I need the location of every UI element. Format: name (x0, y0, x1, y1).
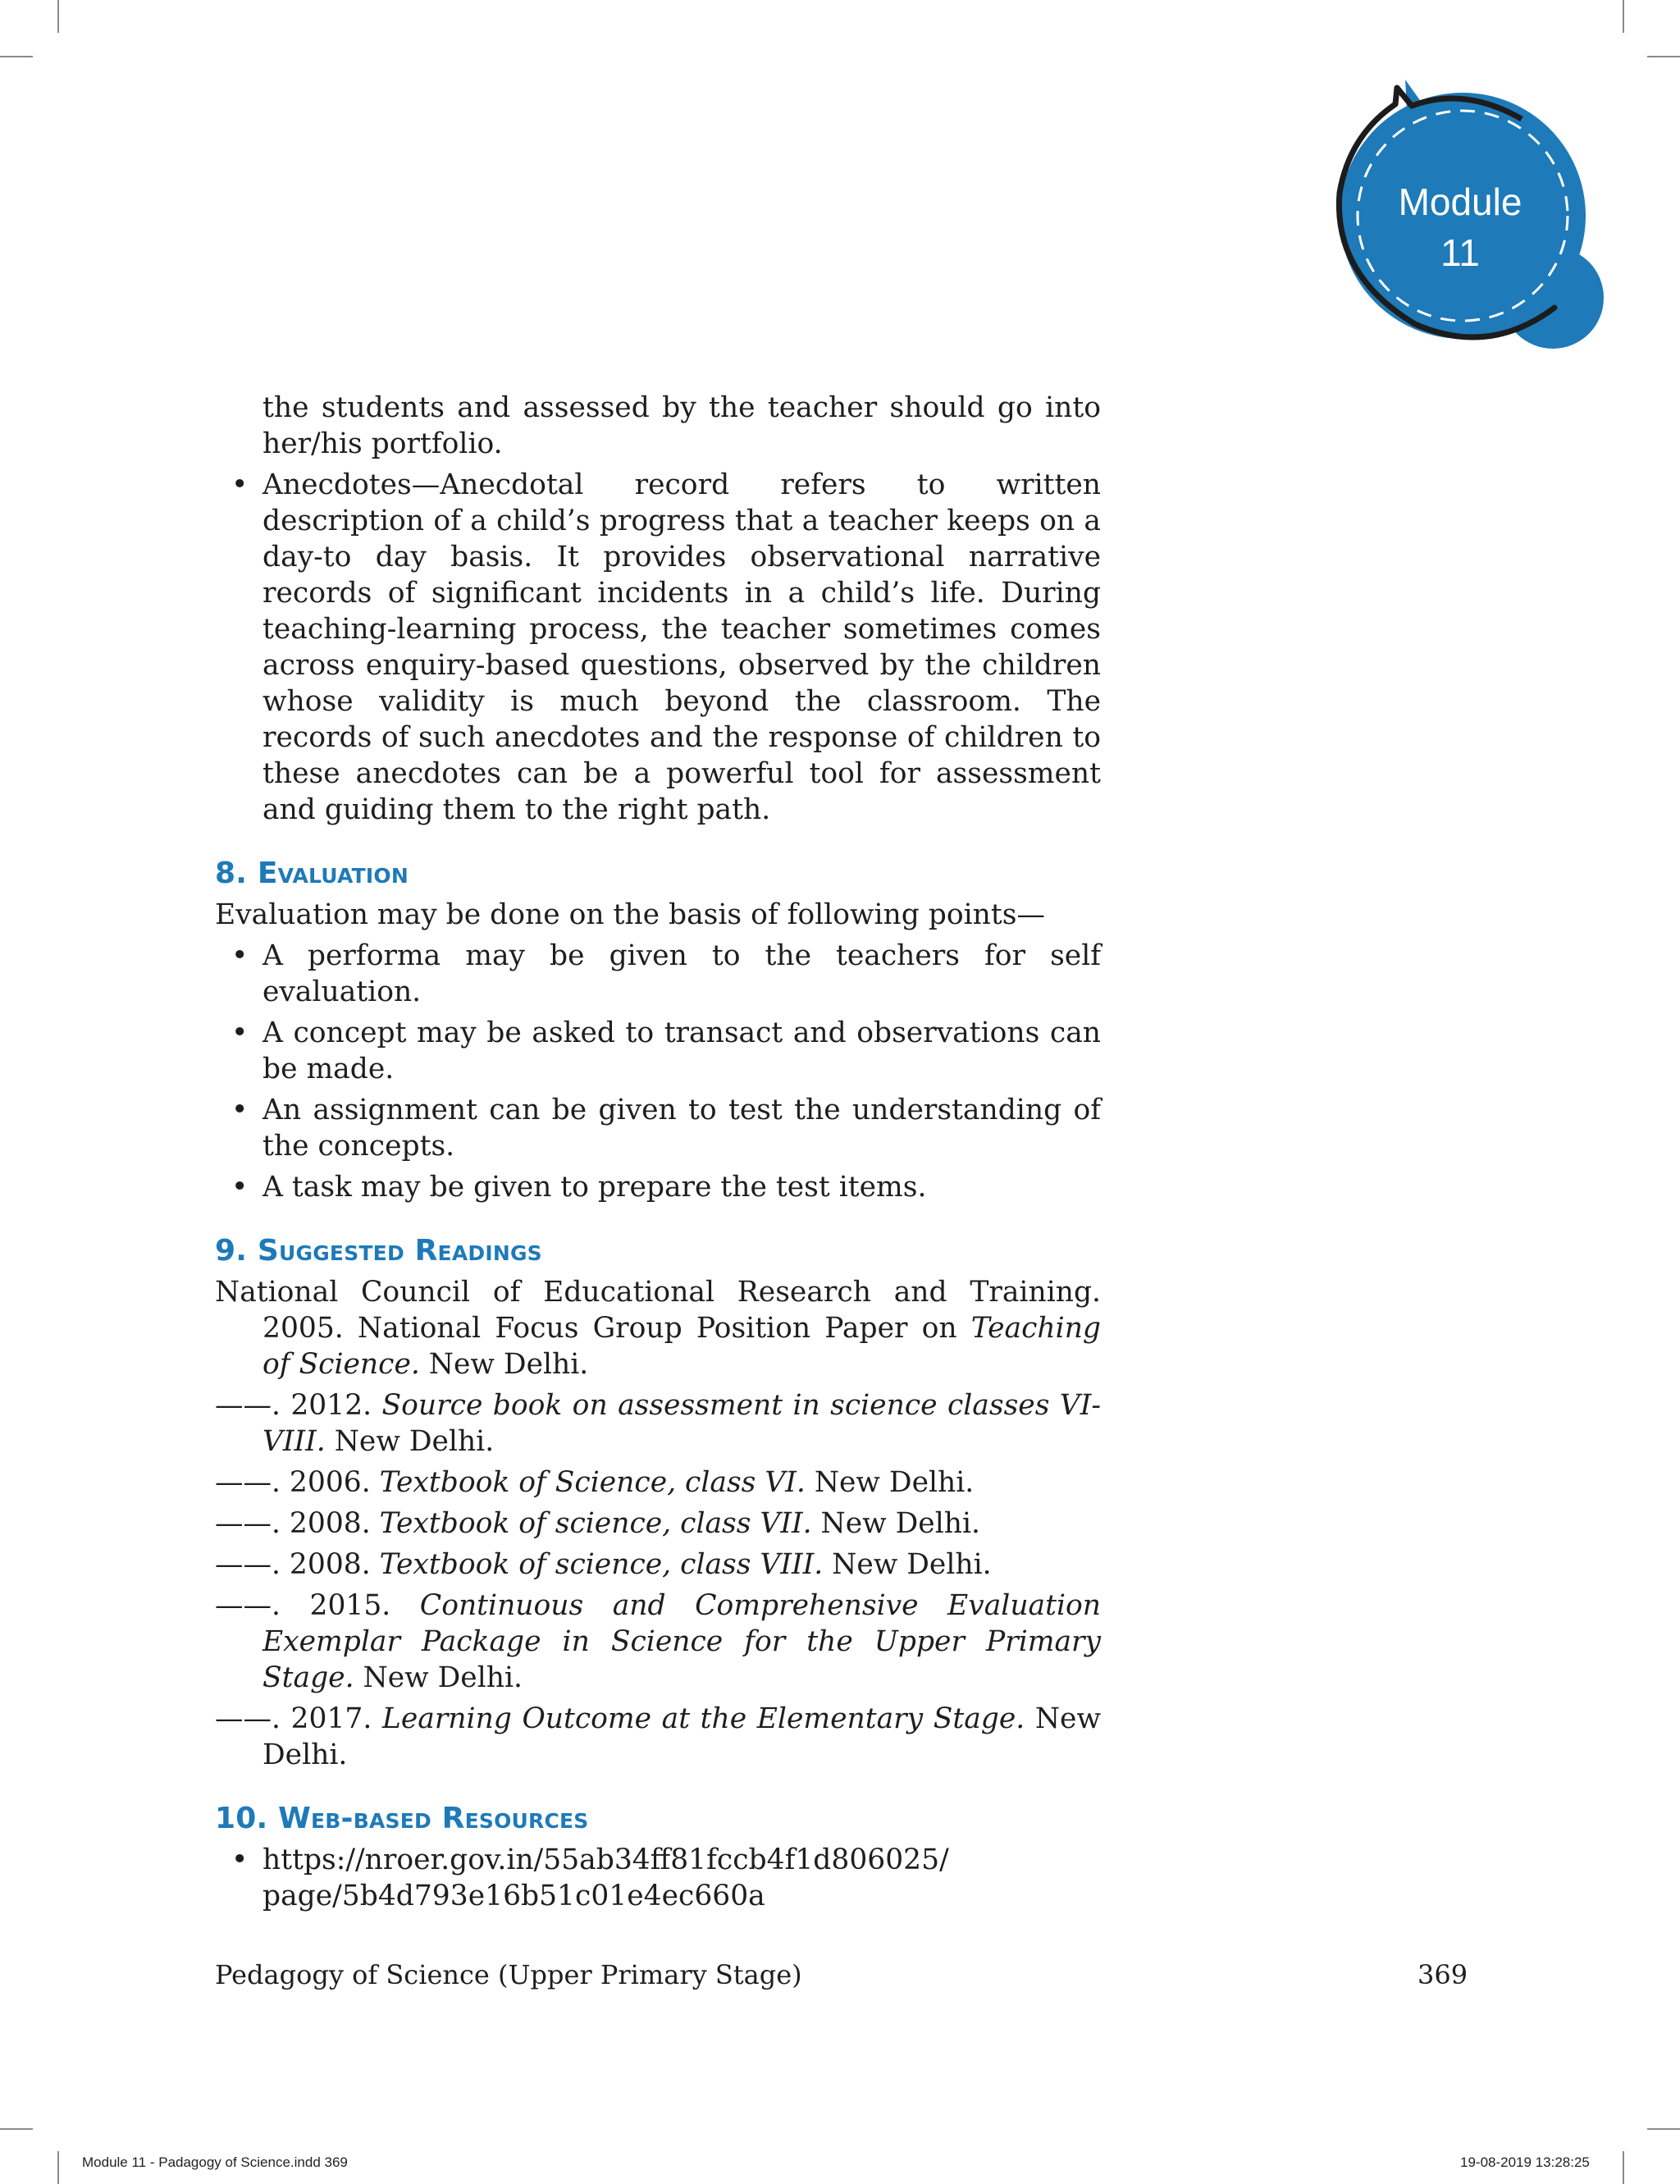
module-badge-label (1341, 176, 1579, 278)
web-resource-link[interactable]: • https://nroer.gov.in/55ab34ff81fccb4f1d806025/ page/5b4d793e16b51c01e4ec660a (215, 1842, 1101, 1914)
reading-list (215, 1274, 1101, 1773)
crop-mark (0, 56, 33, 57)
footer-book-title: Pedagogy of Science (Upper Primary Stage) (215, 1959, 802, 1990)
reading-item: ——. 2006. Textbook of Science, class VI. New Delhi. (215, 1466, 975, 1499)
crop-mark (57, 0, 59, 33)
print-slug-file: Module 11 - Padagogy of Science.indd 369 (82, 2154, 348, 2170)
intro-list (215, 467, 1101, 828)
print-slug-date: 19-08-2019 13:28:25 (1460, 2154, 1590, 2170)
evaluation-lead: Evaluation may be done on the basis of following points— (215, 898, 1045, 931)
heading-evaluation: 8. Evaluation (215, 857, 409, 890)
crop-mark (1647, 56, 1680, 57)
list-item: • An assignment can be given to test the understanding of the concepts. (215, 1092, 1101, 1164)
list-item: • A task may be given to prepare the test items. (215, 1169, 1101, 1205)
reading-item: ——. 2008. Textbook of science, class VII. New Delhi. (215, 1507, 980, 1540)
crop-mark (1623, 0, 1624, 33)
reading-item: ——. 2015. Continuous and Comprehensive Evaluation Exemplar Package in Science for the Upper Primary Stage. New Delhi. (215, 1589, 1101, 1694)
evaluation-points (215, 938, 1101, 1205)
crop-mark (0, 2128, 33, 2130)
list-item-anecdotes: • Anecdotes—Anecdotal record refers to written description of a child’s progress that a teacher keeps on a day-to day basis. It provides observational narrative records of significant incidents in a child’s life. During teaching-learning process, the teacher sometimes comes across enquiry-based questions, observed by the children whose validity is much beyond the classroom. The records of such anecdotes and the response of children to these anecdotes can be a powerful tool for assessment and guiding them to the right path. (215, 467, 1101, 828)
continued-paragraph: the students and assessed by the teacher should go into her/his portfolio. (262, 391, 1101, 460)
reading-item: National Council of Educational Research and Training. 2005. National Focus Group Position Paper on Teaching of Science. New Delhi. (215, 1276, 1101, 1381)
reading-item: ——. 2008. Textbook of science, class VIII. New Delhi. (215, 1548, 992, 1581)
crop-mark (57, 2151, 59, 2184)
heading-web-resources: 10. Web-based Resources (215, 1802, 589, 1835)
list-item: • A performa may be given to the teachers for self evaluation. (215, 938, 1101, 1010)
crop-mark (1623, 2151, 1624, 2184)
crop-mark (1647, 2128, 1680, 2130)
reading-item: ——. 2017. Learning Outcome at the Elementary Stage. New Delhi. (215, 1702, 1102, 1771)
list-item: • A concept may be asked to transact and observations can be made. (215, 1015, 1101, 1087)
reading-item: ——. 2012. Source book on assessment in science classes VI-VIII. New Delhi. (215, 1389, 1101, 1458)
web-resource-list (215, 1842, 1101, 1914)
page-number: 369 (1418, 1959, 1468, 1990)
module-word: Module (1398, 180, 1522, 223)
page-body (215, 390, 1101, 1914)
module-number: 11 (1440, 231, 1480, 274)
heading-suggested-readings: 9. Suggested Readings (215, 1234, 542, 1268)
